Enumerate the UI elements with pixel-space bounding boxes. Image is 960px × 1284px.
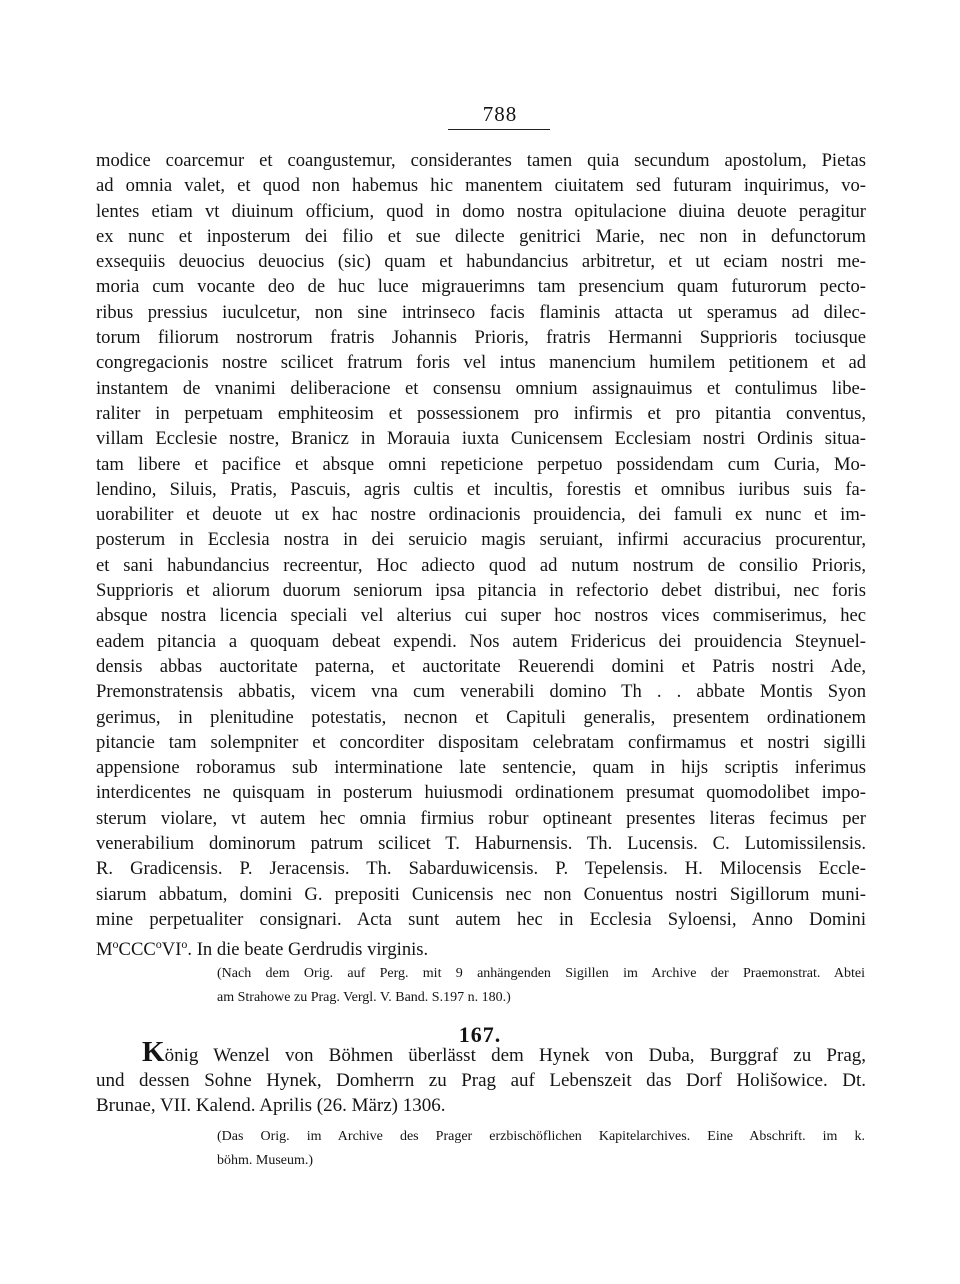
text-line: uorabiliter et deuote ut ex hac nostre ordinacionis prouidencia, dei famuli ex nunc et im- bbox=[96, 504, 866, 526]
text-line: modice coarcemur et coangustemur, considerantes tamen quia secundum apostolum, Pietas bbox=[96, 150, 866, 171]
text-line: moria cum vocante deo de huc luce migrauerimns tam presencium quam futurorum pecto- bbox=[96, 276, 866, 298]
date-ccc: CCC bbox=[118, 939, 156, 961]
text-line: posterum in Ecclesia nostra in dei seruicio magis seruiant, infirmi accuracius procurentur, bbox=[96, 529, 866, 551]
text-line: siarum abbatum, domini G. prepositi Cunicensis nec non Conuentus nostri Sigillorum muni- bbox=[96, 883, 866, 905]
note-line: böhm. Museum.) bbox=[217, 1153, 314, 1168]
note-line: (Das Orig. im Archive des Prager erzbischöflichen Kapitelarchives. Eine Abschrift. im k. bbox=[217, 1129, 865, 1144]
text-line: instantem de vnanimi deliberacione et consensu omnium assignauimus et contulimus libe- bbox=[96, 377, 866, 399]
text-line: lentes etiam vt diuinum officium, quod in domo nostra opitulacione diuina deuote peragitur bbox=[96, 200, 866, 222]
date-sup: o bbox=[181, 937, 188, 952]
regest-text: önig Wenzel von Böhmen überlässt dem Hynek von Duba, Burggraf zu Prag, bbox=[164, 1045, 866, 1066]
text-line: R. Gradicensis. P. Jeracensis. Th. Sabarduwicensis. P. Tepelensis. H. Milocensis Eccle- bbox=[96, 858, 866, 880]
text-line: ex nunc et inposterum dei filio et sue dilecte genitrici Marie, nec non in defunctorum bbox=[96, 225, 866, 247]
initial-letter: K bbox=[142, 1036, 165, 1068]
regest-line: Brunae, VII. Kalend. Aprilis (26. März) 1306. bbox=[96, 1095, 446, 1116]
text-line: sterum violare, vt autem hec omnia firmius robur optineant presentes literas fecimus per bbox=[96, 807, 866, 829]
date-vi: VI bbox=[161, 939, 182, 961]
source-note bbox=[217, 1125, 865, 1173]
text-line: ribus pressius iuculcetur, non sine intrinseco facis flaminis attacta ut speramus ad dilec- bbox=[96, 301, 866, 323]
text-line: Premonstratensis abbatis, vicem vna cum venerabili domino Th . . abbate Montis Syon bbox=[96, 681, 866, 703]
date-m: M bbox=[96, 939, 113, 961]
text-line: raliter in perpetuam emphiteosim et possessionem pro infirmis et pro pitantia conventus, bbox=[96, 402, 866, 424]
date-sup: o bbox=[112, 937, 119, 952]
regest bbox=[96, 1036, 866, 1118]
date-line bbox=[96, 932, 866, 962]
text-line: torum filiorum nostrorum fratris Johannis Prioris, fratris Hermanni Supprioris tociusque bbox=[96, 327, 866, 349]
date-sup: o bbox=[155, 937, 162, 952]
regest-line bbox=[96, 1036, 866, 1068]
text-line: lendino, Siluis, Pratis, Pascuis, agris cultis et incultis, forestis et omnibus iuribus suis fa- bbox=[96, 478, 866, 500]
text-line: et sani habundancius recreentur, Hoc adiecto quod ad nutum nostrum de consilio Prioris, bbox=[96, 554, 866, 576]
source-note bbox=[217, 962, 865, 1010]
regest-line: und dessen Sohne Hynek, Domherrn zu Prag auf Lebenszeit das Dorf Holišowice. Dt. bbox=[96, 1070, 866, 1091]
text-line: absque nostra licencia speciali vel alterius cui super hoc nostros vices commiserimus, hec bbox=[96, 605, 866, 627]
text-line: congregacionis nostre scilicet fratrum foris vel intus manencium humilem petitionem et ad bbox=[96, 352, 866, 374]
text-line: ad omnia valet, et quod non habemus hic manentem ciuitatem sed futuram inquirimus, vo- bbox=[96, 175, 866, 197]
note-line: am Strahowe zu Prag. Vergl. V. Band. S.197 n. 180.) bbox=[217, 990, 511, 1005]
text-line: eadem pitancia a quoquam debeat expendi. Nos autem Fridericus dei prouidencia Steynuel- bbox=[96, 630, 866, 652]
charter-text bbox=[96, 148, 866, 963]
text-line: Supprioris et aliorum duorum seniorum ipsa pitancia in refectorio debet distribui, nec foris bbox=[96, 580, 866, 602]
text-line: pitancie tam solempniter et concorditer dispositam celebratam confirmamus et nostri sigilli bbox=[96, 731, 866, 753]
text-line: mine perpetualiter consignari. Acta sunt autem hec in Ecclesia Syloensi, Anno Domini bbox=[96, 908, 866, 930]
note-line: (Nach dem Orig. auf Perg. mit 9 anhängenden Sigillen im Archive der Praemonstrat. Abtei bbox=[217, 966, 865, 981]
text-line: densis abbas auctoritate paterna, et auctoritate Reuerendi domini et Patris nostri Ade, bbox=[96, 655, 866, 677]
text-line: appensione roboramus sub interminatione late sentencie, quam in hijs scriptis inferimus bbox=[96, 757, 866, 779]
text-line: interdicentes ne quisquam in posterum huiusmodi ordinationem presumat quomodolibet impo- bbox=[96, 782, 866, 804]
text-line: venerabilium dominorum patrum scilicet T. Haburnensis. Th. Lucensis. C. Lutomissilensis. bbox=[96, 833, 866, 855]
header-rule bbox=[448, 129, 550, 130]
date-rest: . In die beate Gerdrudis virginis. bbox=[187, 939, 429, 961]
text-line: exsequiis deuocius deuocius (sic) quam et habundancius arbitretur, et ut eciam nostri me- bbox=[96, 251, 866, 273]
text-line: tam libere et pacifice et absque omni repeticione perpetuo possidendam cum Curia, Mo- bbox=[96, 453, 866, 475]
document-number: 167. bbox=[458, 1022, 502, 1047]
text-line: villam Ecclesie nostre, Branicz in Morauia iuxta Cunicensem Ecclesiam nostri Ordinis situa- bbox=[96, 428, 866, 450]
text-line: gerimus, in plenitudine potestatis, necnon et Capituli generalis, presentem ordinationem bbox=[96, 706, 866, 728]
page-number: 788 bbox=[482, 102, 518, 126]
